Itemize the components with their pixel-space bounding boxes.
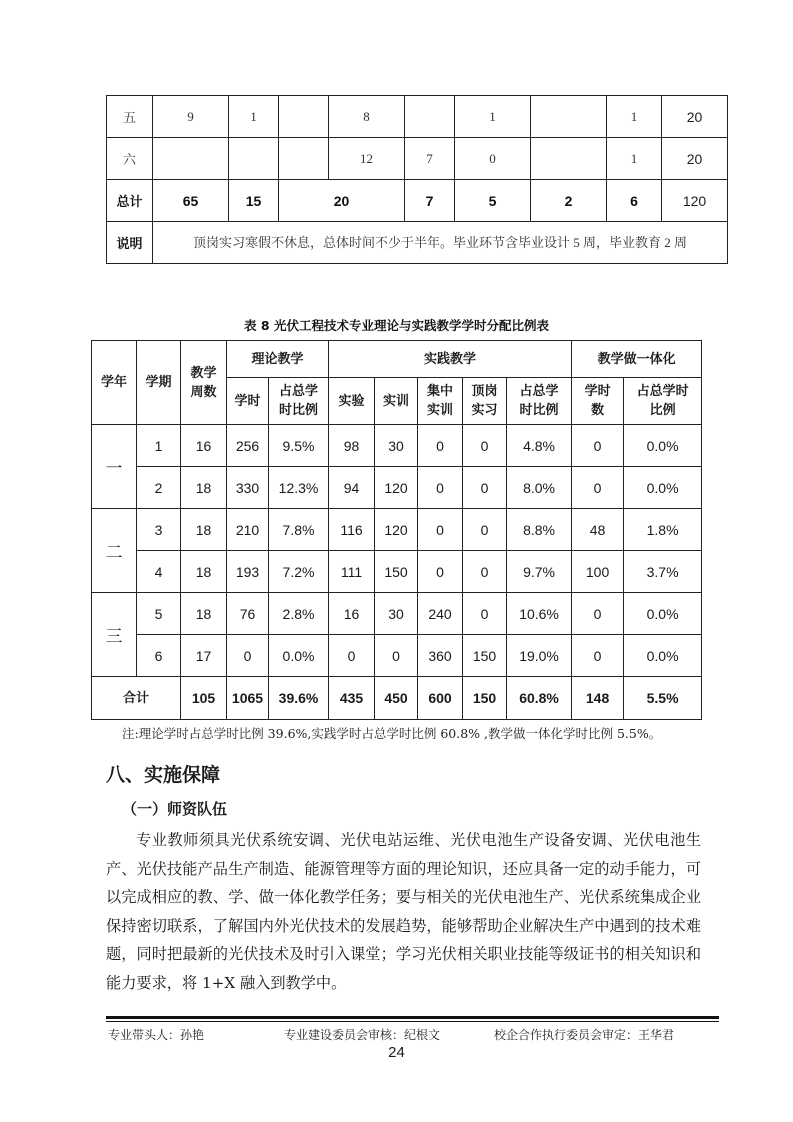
- body-paragraph: [106, 826, 701, 998]
- note-text: 顶岗实习寒假不休息，总体时间不少于半年。毕业环节含毕业设计 5 周，毕业教育 2 周: [153, 222, 728, 264]
- year-cell: 二: [92, 509, 137, 593]
- table-cell: 0: [463, 425, 507, 467]
- table-cell: 0: [572, 467, 624, 509]
- table-cell: 1: [607, 96, 662, 138]
- table-cell: 0.0%: [624, 467, 702, 509]
- table-cell: 105: [181, 677, 227, 720]
- header-training: 实训: [375, 378, 418, 425]
- table-cell: 0: [418, 509, 463, 551]
- subsection-title: （一）师资队伍: [122, 800, 228, 818]
- table-cell: 18: [181, 593, 227, 635]
- section-title: 八、实施保障: [106, 764, 221, 786]
- table-cell: 240: [418, 593, 463, 635]
- table-cell: 120: [375, 509, 418, 551]
- table-cell: 100: [572, 551, 624, 593]
- footer-rule-thick: [106, 1016, 719, 1019]
- table-cell: 0: [227, 635, 269, 677]
- table-cell: 5: [455, 180, 531, 222]
- table-cell: 0: [463, 467, 507, 509]
- term-cell: 6: [137, 635, 181, 677]
- term-cell: 4: [137, 551, 181, 593]
- table-cell: 600: [418, 677, 463, 720]
- table-cell: 76: [227, 593, 269, 635]
- table-cell: 20: [662, 96, 728, 138]
- table-cell: 435: [329, 677, 375, 720]
- table-cell: 0: [463, 593, 507, 635]
- table-cell: 0: [572, 593, 624, 635]
- table-cell: 8.0%: [507, 467, 572, 509]
- table-cell: 7: [405, 138, 455, 180]
- table-cell: [531, 96, 607, 138]
- table-cell: 0: [572, 635, 624, 677]
- table-cell: 18: [181, 551, 227, 593]
- table-cell: 4.8%: [507, 425, 572, 467]
- footer-review: 专业建设委员会审核：纪根文: [284, 1028, 441, 1042]
- header-int-ratio: 占总学时比例: [624, 378, 702, 425]
- header-weeks: 教学周数: [181, 341, 227, 425]
- table-cell: 0: [418, 467, 463, 509]
- table-cell: 7.8%: [269, 509, 329, 551]
- note-label: 说明: [107, 222, 153, 264]
- term-cell: 2: [137, 467, 181, 509]
- total-row: [92, 677, 702, 720]
- table-cell: 150: [463, 677, 507, 720]
- footer-rule-thin: [106, 1021, 719, 1022]
- table-cell: 2: [531, 180, 607, 222]
- table-cell: 193: [227, 551, 269, 593]
- table-cell: 1.8%: [624, 509, 702, 551]
- table-total-row: [107, 180, 728, 222]
- schedule-table-continued: [106, 95, 728, 264]
- year-cell: 三: [92, 593, 137, 677]
- table-cell: [405, 96, 455, 138]
- table-row: [92, 425, 702, 467]
- table-cell: 9.7%: [507, 551, 572, 593]
- row-label: 总计: [107, 180, 153, 222]
- table-cell: 8: [329, 96, 405, 138]
- table-cell: 65: [153, 180, 229, 222]
- table-cell: 116: [329, 509, 375, 551]
- table-cell: 8.8%: [507, 509, 572, 551]
- table-cell: 150: [463, 635, 507, 677]
- header-concentrated: 集中实训: [418, 378, 463, 425]
- table-cell: 0.0%: [624, 425, 702, 467]
- table-cell: 120: [662, 180, 728, 222]
- table-row: [107, 138, 728, 180]
- table-cell: 256: [227, 425, 269, 467]
- table-cell: 12: [329, 138, 405, 180]
- table-cell: 98: [329, 425, 375, 467]
- table-cell: 60.8%: [507, 677, 572, 720]
- table-row: [92, 551, 702, 593]
- header-experiment: 实验: [329, 378, 375, 425]
- table-cell: 3.7%: [624, 551, 702, 593]
- row-label: 六: [107, 138, 153, 180]
- table-cell: 20: [279, 180, 405, 222]
- header-practice-ratio: 占总学时比例: [507, 378, 572, 425]
- table-cell: 0: [463, 509, 507, 551]
- footer-approve: 校企合作执行委员会审定：王华君: [494, 1028, 675, 1042]
- term-cell: 3: [137, 509, 181, 551]
- table-cell: 30: [375, 425, 418, 467]
- row-label: 五: [107, 96, 153, 138]
- header-year: 学年: [92, 341, 137, 425]
- table-cell: 7.2%: [269, 551, 329, 593]
- table-row: [92, 593, 702, 635]
- header-practice: 实践教学: [329, 341, 572, 378]
- table-cell: 0: [329, 635, 375, 677]
- table-cell: 0: [463, 551, 507, 593]
- table-cell: 0: [455, 138, 531, 180]
- table-cell: 9.5%: [269, 425, 329, 467]
- table-cell: 0.0%: [624, 635, 702, 677]
- table-cell: 39.6%: [269, 677, 329, 720]
- header-internship: 顶岗实习: [463, 378, 507, 425]
- table-cell: 1065: [227, 677, 269, 720]
- table-cell: 210: [227, 509, 269, 551]
- table-cell: 16: [329, 593, 375, 635]
- table-cell: 0: [375, 635, 418, 677]
- table-cell: 5.5%: [624, 677, 702, 720]
- table-cell: 148: [572, 677, 624, 720]
- table-cell: 1: [607, 138, 662, 180]
- table-caption: 表 8 光伏工程技术专业理论与实践教学学时分配比例表: [244, 318, 549, 333]
- table-cell: 0.0%: [269, 635, 329, 677]
- header-hours: 学时: [227, 378, 269, 425]
- table-cell: [153, 138, 229, 180]
- table-cell: 18: [181, 509, 227, 551]
- table-cell: 9: [153, 96, 229, 138]
- table-cell: 360: [418, 635, 463, 677]
- table-cell: 12.3%: [269, 467, 329, 509]
- table-cell: 2.8%: [269, 593, 329, 635]
- table-cell: 16: [181, 425, 227, 467]
- table-cell: 48: [572, 509, 624, 551]
- table-cell: 30: [375, 593, 418, 635]
- table-row: [92, 635, 702, 677]
- table-cell: 120: [375, 467, 418, 509]
- header-row: [92, 341, 702, 378]
- table-cell: 19.0%: [507, 635, 572, 677]
- table-cell: 7: [405, 180, 455, 222]
- table-cell: 0: [418, 425, 463, 467]
- table-cell: 20: [662, 138, 728, 180]
- term-cell: 1: [137, 425, 181, 467]
- table-cell: 0.0%: [624, 593, 702, 635]
- table-cell: 0: [572, 425, 624, 467]
- paragraph-text: 专业教师须具光伏系统安调、光伏电站运维、光伏电池生产设备安调、光伏电池生产、光伏技能产品生产制造、能源管理等方面的理论知识，还应具备一定的动手能力，可以完成相应的教、学、做一体化教学任务；要与相关的光伏电池生产、光伏系统集成企业保持密切联系，了解国内外光伏技术的发展趋势，能够帮助企业解决生产中遇到的技术难题，同时把最新的光伏技术及时引入课堂；学习光伏相关职业技能等级证书的相关知识和能力要求，将 1+X 融入到教学中。: [106, 831, 701, 992]
- table-row: [92, 467, 702, 509]
- table-cell: 17: [181, 635, 227, 677]
- page-number: 24: [388, 1044, 405, 1061]
- table-cell: 111: [329, 551, 375, 593]
- table-cell: 450: [375, 677, 418, 720]
- term-cell: 5: [137, 593, 181, 635]
- footer-lead: 专业带头人：孙艳: [108, 1028, 205, 1042]
- header-ratio: 占总学时比例: [269, 378, 329, 425]
- header-int-hours: 学时数: [572, 378, 624, 425]
- table-row: [107, 96, 728, 138]
- table-cell: 330: [227, 467, 269, 509]
- table-row: [92, 509, 702, 551]
- table-cell: [279, 138, 329, 180]
- table-cell: 6: [607, 180, 662, 222]
- year-cell: 一: [92, 425, 137, 509]
- table-cell: 150: [375, 551, 418, 593]
- table-cell: 15: [229, 180, 279, 222]
- table-cell: [229, 138, 279, 180]
- table-note-row: [107, 222, 728, 264]
- table-cell: 0: [418, 551, 463, 593]
- table-cell: 1: [455, 96, 531, 138]
- table-cell: [279, 96, 329, 138]
- table-cell: 1: [229, 96, 279, 138]
- table-cell: 10.6%: [507, 593, 572, 635]
- table-cell: 94: [329, 467, 375, 509]
- table-note: 注:理论学时占总学时比例 39.6%,实践学时占总学时比例 60.8% ,教学做一体化学时比例 5.5%。: [122, 726, 662, 741]
- header-theory: 理论教学: [227, 341, 329, 378]
- table-cell: 18: [181, 467, 227, 509]
- table-cell: [531, 138, 607, 180]
- hours-ratio-table: [91, 340, 702, 720]
- header-integrated: 教学做一体化: [572, 341, 702, 378]
- total-label: 合计: [92, 677, 181, 720]
- header-term: 学期: [137, 341, 181, 425]
